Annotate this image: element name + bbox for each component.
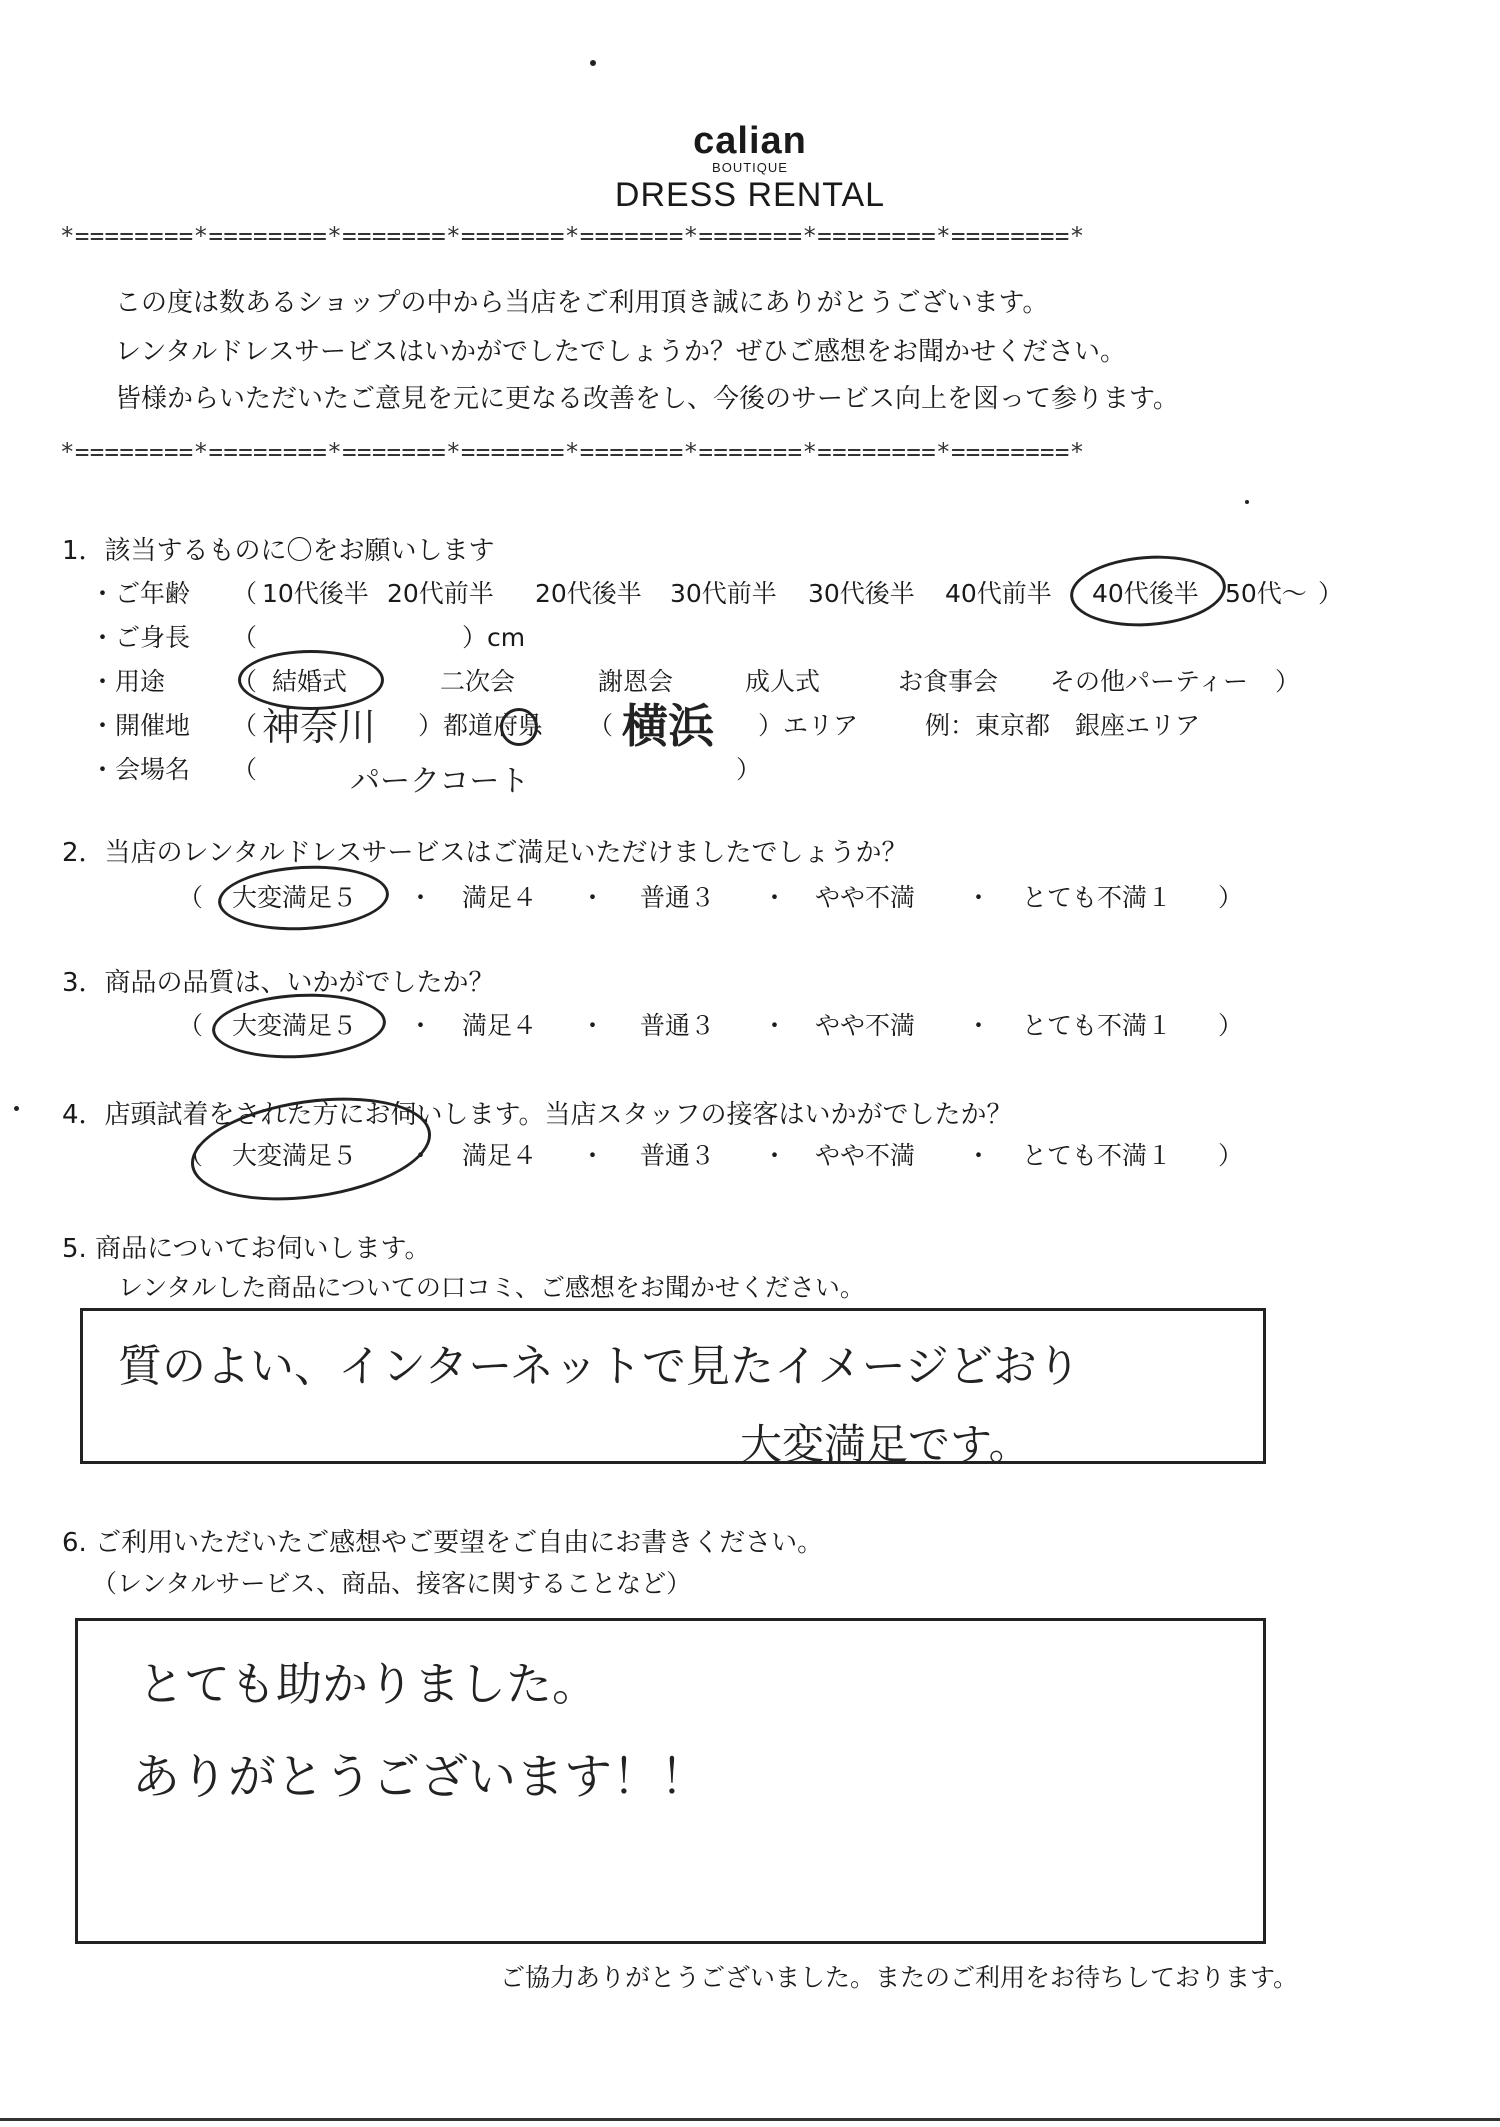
height-unit: ）cm [462, 623, 526, 652]
q2-option[interactable]: とても不満１ [1022, 883, 1173, 912]
age-option[interactable]: 30代前半 [670, 579, 777, 608]
venue-name-label: ・会場名 [90, 755, 191, 784]
q3-option[interactable]: 普通３ [640, 1011, 716, 1040]
q2-sep: ・ [580, 883, 606, 912]
venue-name-close: ） [736, 755, 762, 784]
q3-option[interactable]: とても不満１ [1022, 1011, 1173, 1040]
purpose-label: ・用途 [90, 667, 166, 696]
q3-selection-circle [210, 989, 387, 1062]
q6-title: 6. ご利用いただいたご感想やご要望をご自由にお書きください。 [62, 1528, 824, 1558]
q2-option[interactable]: やや不満 [815, 883, 916, 912]
q2-option[interactable]: 普通３ [640, 883, 716, 912]
age-option[interactable]: 20代後半 [535, 579, 642, 608]
q3-sep: ・ [408, 1011, 434, 1040]
purpose-option[interactable]: 二次会 [440, 667, 516, 696]
q4-option-selected[interactable]: 大変満足５ [232, 1141, 358, 1170]
scan-speck [1245, 500, 1249, 504]
q3-open: （ [178, 1011, 204, 1040]
q3-sep: ・ [580, 1011, 606, 1040]
scan-bottom-edge [0, 2118, 1500, 2121]
q2-close: ） [1218, 883, 1244, 912]
q3-option[interactable]: やや不満 [815, 1011, 916, 1040]
venue-pref-value[interactable]: 神奈川 [262, 705, 377, 749]
q2-sep: ・ [762, 883, 788, 912]
q5-title: 5. 商品についてお伺いします。 [62, 1234, 431, 1264]
q4-sep: ・ [762, 1141, 788, 1170]
purpose-close: ） [1275, 667, 1301, 696]
q4-open: （ [178, 1141, 204, 1170]
q4-sep: ・ [966, 1141, 992, 1170]
venue-area-label: ・開催地 [90, 711, 191, 740]
brand-logo: calian [693, 120, 807, 162]
footer-thanks: ご協力ありがとうございました。またのご利用をお待ちしております。 [500, 1963, 1299, 1992]
q4-option[interactable]: 満足４ [462, 1141, 538, 1170]
age-option-selected[interactable]: 40代後半 [1092, 579, 1199, 608]
q4-sep: ・ [580, 1141, 606, 1170]
q3-option-selected[interactable]: 大変満足５ [232, 1011, 358, 1040]
age-label: ・ご年齢 [90, 579, 191, 608]
q6-subtitle: （レンタルサービス、商品、接客に関することなど） [92, 1569, 692, 1598]
q2-sep: ・ [408, 883, 434, 912]
q4-title: 4．店頭試着をされた方にお伺いします。当店スタッフの接客はいかがでしたか？ [62, 1100, 1013, 1130]
scan-speck [14, 1106, 19, 1111]
age-open: （ [232, 579, 258, 608]
venue-area-suffix: ）エリア [758, 711, 859, 740]
divider-bottom: *========*========*=======*=======*=======*=======*========*========* [60, 438, 1085, 466]
age-option[interactable]: 10代後半 [262, 579, 369, 608]
venue-area-example: 例：東京都 銀座エリア [925, 711, 1201, 740]
q4-option[interactable]: やや不満 [815, 1141, 916, 1170]
age-option[interactable]: 50代〜 [1225, 579, 1307, 608]
q2-sep: ・ [966, 883, 992, 912]
venue-area-open: （ [588, 711, 614, 740]
q2-title: 2．当店のレンタルドレスサービスはご満足いただけましたでしょうか？ [62, 838, 908, 868]
purpose-option[interactable]: その他パーティー [1050, 667, 1249, 696]
q3-sep: ・ [762, 1011, 788, 1040]
height-label: ・ご身長 [90, 623, 191, 652]
venue-name-open: （ [232, 755, 258, 784]
q4-sep: ・ [408, 1141, 434, 1170]
intro-line-2: レンタルドレスサービスはいかがでしたでしょうか？ぜひご感想をお聞かせください。 [115, 337, 1127, 367]
divider-top: *========*========*=======*=======*=======*=======*========*========* [60, 222, 1085, 250]
purpose-option[interactable]: 謝恩会 [598, 667, 674, 696]
height-open: （ [232, 623, 258, 652]
brand-sub: BOUTIQUE [712, 160, 788, 175]
purpose-option[interactable]: 成人式 [745, 667, 821, 696]
q2-open: （ [178, 883, 204, 912]
intro-line-1: この度は数あるショップの中から当店をご利用頂き誠にありがとうございます。 [115, 288, 1049, 318]
venue-name-value[interactable]: パークコート [350, 764, 530, 799]
age-close: ） [1318, 579, 1344, 608]
purpose-option-selected[interactable]: 結婚式 [272, 667, 348, 696]
q5-answer-line-2: 大変満足です。 [740, 1420, 1031, 1469]
venue-pref-suffix: ）都道府県 [418, 711, 544, 740]
q2-option-selected[interactable]: 大変満足５ [232, 883, 358, 912]
q4-option[interactable]: 普通３ [640, 1141, 716, 1170]
age-option[interactable]: 20代前半 [387, 579, 494, 608]
q1-title: 1．該当するものに〇をお願いします [62, 536, 495, 566]
q2-option[interactable]: 満足４ [462, 883, 538, 912]
q3-close: ） [1218, 1011, 1244, 1040]
purpose-open: （ [232, 667, 258, 696]
intro-line-3: 皆様からいただいたご意見を元に更なる改善をし、今後のサービス向上を図って参ります。 [115, 384, 1179, 414]
q3-option[interactable]: 満足４ [462, 1011, 538, 1040]
q6-answer-line-1: とても助かりました。 [138, 1657, 598, 1711]
q5-answer-line-1: 質のよい、インターネットで見たイメージどおり [118, 1341, 1081, 1392]
q4-option[interactable]: とても不満１ [1022, 1141, 1173, 1170]
q2-selection-circle [216, 862, 390, 935]
venue-area-value[interactable]: 横浜 [622, 699, 714, 753]
age-option[interactable]: 40代前半 [945, 579, 1052, 608]
age-option[interactable]: 30代後半 [808, 579, 915, 608]
pref-selection-circle [500, 708, 538, 746]
age-selection-circle [1068, 551, 1229, 632]
q3-title: 3．商品の品質は、いかがでしたか？ [62, 968, 495, 998]
purpose-option[interactable]: お食事会 [898, 667, 999, 696]
venue-pref-open: （ [232, 711, 258, 740]
q5-subtitle: レンタルした商品についての口コミ、ご感想をお聞かせください。 [118, 1273, 865, 1302]
service-title: DRESS RENTAL [614, 176, 886, 214]
scan-speck [590, 60, 596, 66]
q6-answer-line-2: ありがとうございます！！ [132, 1749, 709, 1805]
q4-close: ） [1218, 1141, 1244, 1170]
q3-sep: ・ [966, 1011, 992, 1040]
